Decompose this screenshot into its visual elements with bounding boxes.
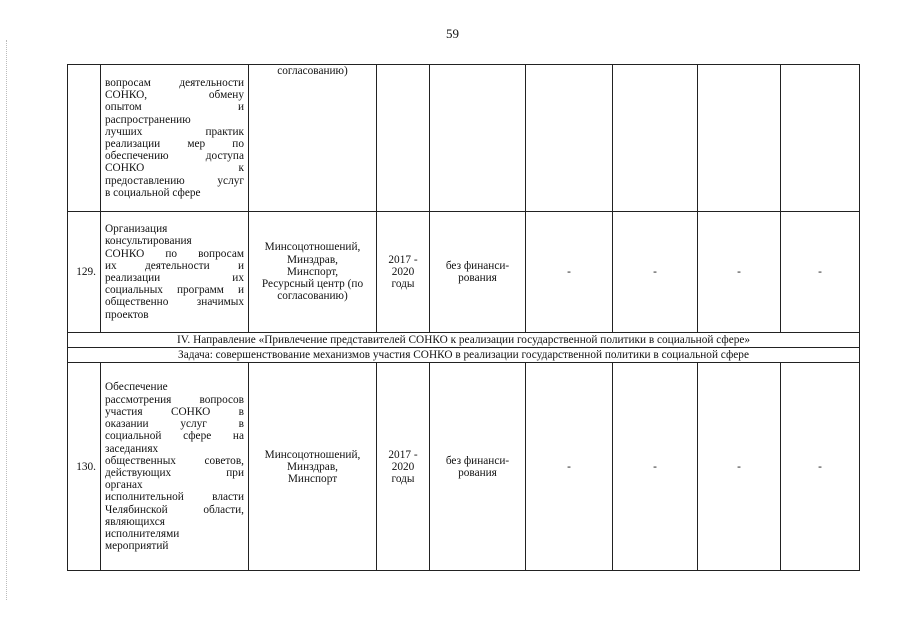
value-cell: - (698, 212, 781, 333)
direction-heading: IV. Направление «Привлечение представителей СОНКО к реализации государственной политики в социальной сфере» (68, 333, 860, 348)
event-description: Обеспечение рассмотрения вопросов участия СОНКО в оказании услуг в социальной сфере на заседаниях общественных советов, действующих при органах исполнительной власти Челябинской области, являющихся исполнителями мероприятий (101, 363, 249, 571)
row-number: 129. (68, 212, 101, 333)
executor-cell: Минсоцотношений, Минздрав, Минспорт, Ресурсный центр (по согласованию) (249, 212, 377, 333)
event-description: вопросам деятельности СОНКО, обмену опытом и распространению лучших практик реализации мер по обеспечению доступа СОНКО к предоставлению услуг в социальной сфере (101, 65, 249, 212)
value-cell: - (698, 363, 781, 571)
executor-cell: согласованию) (249, 65, 377, 212)
value-cell: - (526, 363, 613, 571)
table-row-129 (68, 212, 860, 333)
value-cell (781, 65, 860, 212)
period-cell: 2017 - 2020 годы (377, 363, 430, 571)
row-number (68, 65, 101, 212)
value-cell (526, 65, 613, 212)
page-number: 59 (446, 26, 459, 41)
task-row (68, 348, 860, 363)
value-cell: - (781, 212, 860, 333)
period-cell: 2017 - 2020 годы (377, 212, 430, 333)
value-cell (613, 65, 698, 212)
value-cell: - (781, 363, 860, 571)
value-cell: - (526, 212, 613, 333)
financing-cell: без финанси- рования (430, 212, 526, 333)
scan-margin-line (6, 40, 7, 600)
executor-cell: Минсоцотношений, Минздрав, Минспорт (249, 363, 377, 571)
value-cell: - (613, 212, 698, 333)
task-heading: Задача: совершенствование механизмов участия СОНКО в реализации государственной политики в социальной сфере (68, 348, 860, 363)
table-row-130 (68, 363, 860, 571)
value-cell: - (613, 363, 698, 571)
table-row-continuation (68, 65, 860, 212)
financing-cell (430, 65, 526, 212)
event-description: Организация консультирования СОНКО по вопросам их деятельности и реализации их социальных программ и общественно значимых проектов (101, 212, 249, 333)
value-cell (698, 65, 781, 212)
direction-row (68, 333, 860, 348)
financing-cell: без финанси- рования (430, 363, 526, 571)
period-cell (377, 65, 430, 212)
plan-table (67, 64, 860, 571)
row-number: 130. (68, 363, 101, 571)
